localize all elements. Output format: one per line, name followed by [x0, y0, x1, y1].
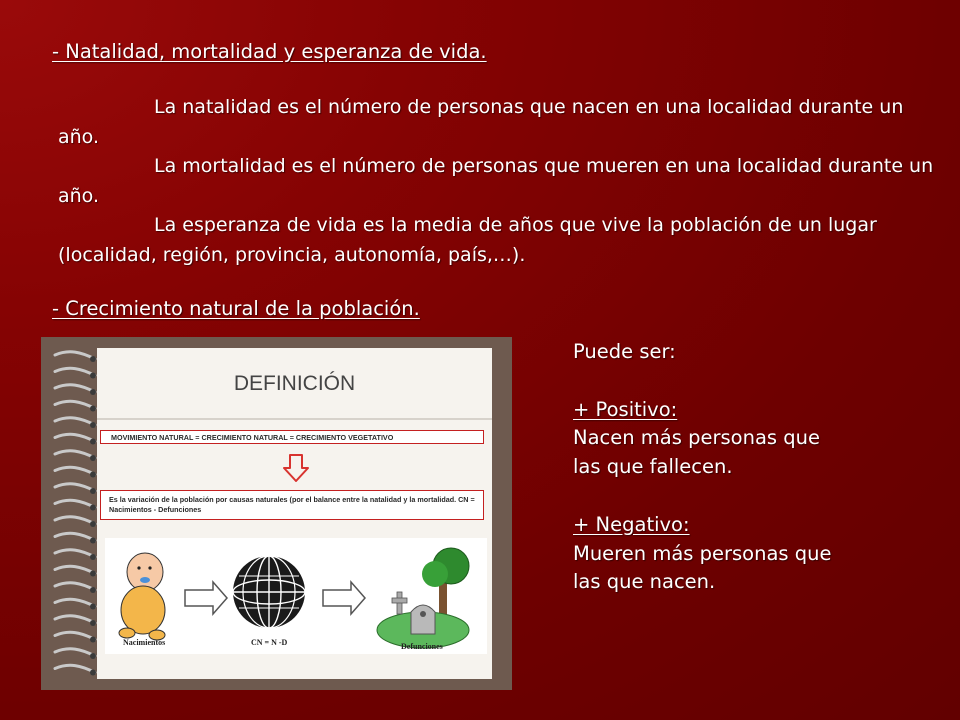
definition-image [41, 337, 512, 690]
negative-line: las que nacen. [573, 570, 716, 594]
illustration-panel [105, 538, 487, 654]
down-arrow-icon [283, 454, 309, 482]
positive-line: las que fallecen. [573, 455, 733, 479]
growth-types [573, 338, 933, 597]
positive-line: Nacen más personas que [573, 426, 820, 450]
types-intro: Puede ser: [573, 340, 676, 363]
movement-equation-box: MOVIMIENTO NATURAL = CRECIMIENTO NATURAL = CRECIMIENTO VEGETATIVO [100, 430, 484, 444]
section-heading-natalidad: - Natalidad, mortalidad y esperanza de vida. [52, 40, 487, 63]
intro-text [58, 93, 938, 270]
section-heading-crecimiento: - Crecimiento natural de la población. [52, 297, 420, 320]
paragraph-mortalidad: La mortalidad es el número de personas que mueren en una localidad durante un año. [58, 155, 934, 207]
definition-box: Es la variación de la población por causas naturales (por el balance entre la natalidad y la mortalidad. CN = Nacimientos - Defunciones [100, 490, 484, 520]
caption-births: Nacimientos [123, 638, 166, 647]
notebook-page [97, 348, 492, 679]
grave-icon [377, 548, 469, 648]
negative-label: + Negativo: [573, 512, 690, 536]
title-divider [97, 418, 492, 420]
baby-icon [119, 553, 165, 640]
paragraph-esperanza: La esperanza de vida es la media de años que vive la población de un lugar (localidad, región, provincia, autonomía, país,…). [58, 214, 877, 266]
caption-deaths: Defunciones [401, 642, 443, 651]
caption-formula: CN = N -D [251, 638, 288, 647]
right-arrow-icon [323, 582, 365, 614]
globe-icon [233, 556, 305, 628]
definition-title: DEFINICIÓN [233, 372, 356, 395]
paragraph-natalidad: La natalidad es el número de personas que nacen en una localidad durante un año. [58, 96, 904, 148]
negative-line: Mueren más personas que [573, 541, 832, 565]
right-arrow-icon [185, 582, 227, 614]
spiral-binding-icon [47, 349, 99, 683]
positive-label: + Positivo: [573, 397, 678, 421]
